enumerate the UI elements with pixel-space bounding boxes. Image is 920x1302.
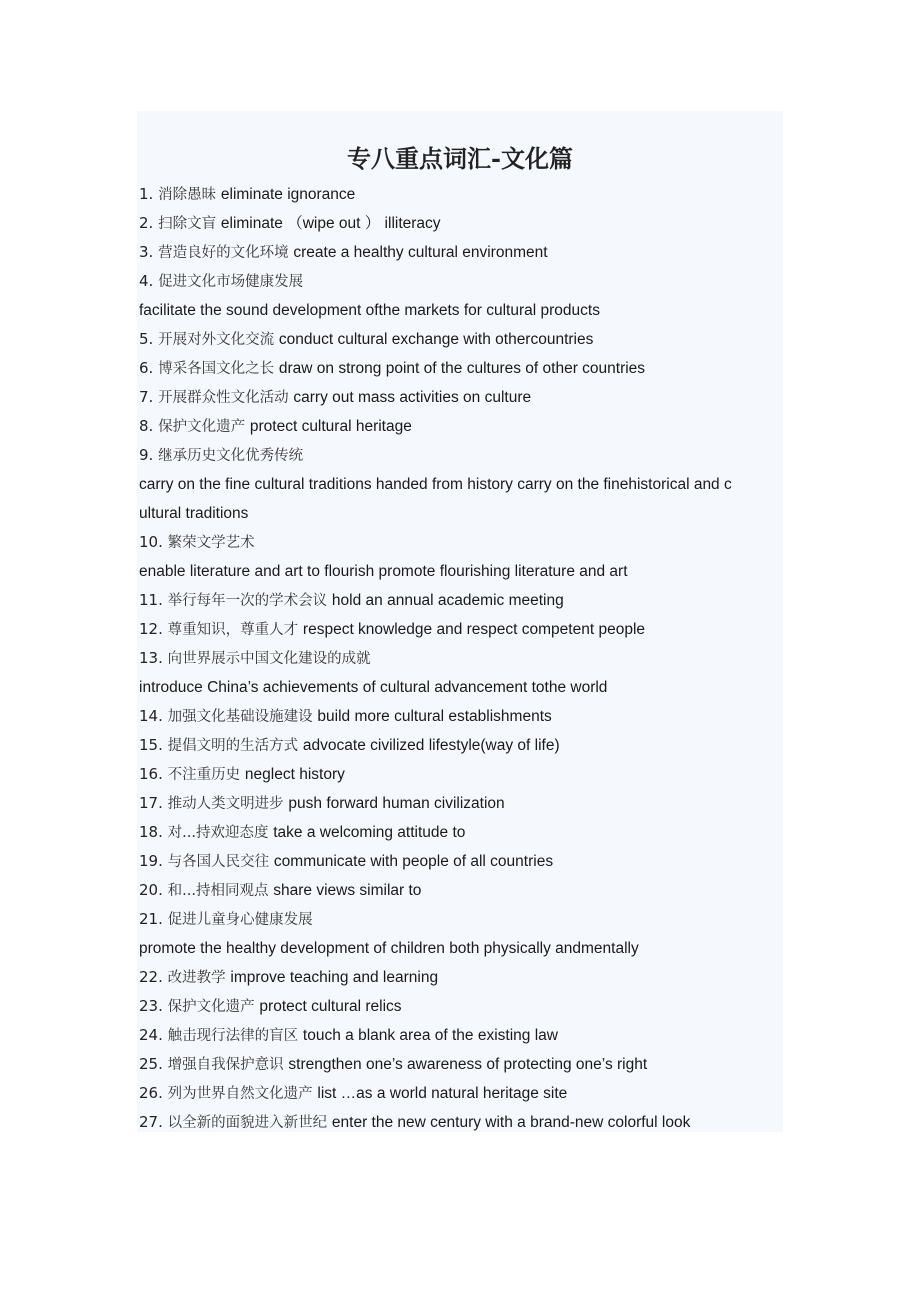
chinese-term: 促进儿童身心健康发展	[167, 912, 313, 928]
entry-number: 1.	[139, 185, 154, 203]
entry-number: 10.	[139, 533, 163, 551]
english-translation: list …as a world natural heritage site	[317, 1085, 568, 1102]
chinese-term: 消除愚昧	[158, 187, 217, 203]
chinese-term: 以全新的面貌进入新世纪	[167, 1115, 328, 1131]
entry-number: 17.	[139, 794, 163, 812]
entry-number: 21.	[139, 910, 163, 928]
english-translation: carry on the fine cultural traditions handed from history carry on the finehistorical and c	[139, 476, 732, 493]
chinese-term: 保护文化遗产	[158, 419, 246, 435]
vocab-translation-line	[139, 557, 779, 586]
entry-number: 23.	[139, 997, 163, 1015]
english-translation: eliminate ignorance	[220, 186, 356, 203]
vocab-entry	[139, 760, 779, 789]
vocab-translation-line	[139, 499, 779, 528]
english-translation: hold an annual academic meeting	[331, 592, 564, 609]
vocab-entry	[139, 238, 779, 267]
chinese-term: 举行每年一次的学术会议	[167, 593, 328, 609]
vocab-entry	[139, 383, 779, 412]
chinese-term: 与各国人民交往	[167, 854, 270, 870]
english-translation: build more cultural establishments	[317, 708, 552, 725]
entry-number: 7.	[139, 388, 154, 406]
chinese-term: 对...持欢迎态度	[167, 825, 269, 841]
entry-number: 14.	[139, 707, 163, 725]
page-title: 专八重点词汇-文化篇	[347, 144, 573, 173]
entry-number: 9.	[139, 446, 154, 464]
chinese-term: 博采各国文化之长	[158, 361, 275, 377]
english-translation: create a healthy cultural environment	[293, 244, 548, 261]
chinese-term: 保护文化遗产	[167, 999, 255, 1015]
vocab-entry	[139, 209, 779, 238]
vocab-entry	[139, 905, 779, 934]
vocab-entry	[139, 528, 779, 557]
chinese-term: 和...持相同观点	[167, 883, 269, 899]
vocab-entry	[139, 354, 779, 383]
chinese-term: 开展群众性文化活动	[158, 390, 289, 406]
english-translation: introduce China’s achievements of cultural advancement tothe world	[139, 679, 608, 696]
english-translation: touch a blank area of the existing law	[302, 1027, 558, 1044]
vocab-translation-line	[139, 470, 779, 499]
vocab-entry	[139, 818, 779, 847]
english-translation: protect cultural relics	[259, 998, 402, 1015]
vocab-entry	[139, 847, 779, 876]
english-translation: advocate civilized lifestyle(way of life)	[302, 737, 560, 754]
vocab-entry	[139, 586, 779, 615]
chinese-term: 扫除文盲	[158, 216, 217, 232]
vocab-entry	[139, 789, 779, 818]
vocab-entry	[139, 325, 779, 354]
entry-number: 2.	[139, 214, 154, 232]
vocab-entry	[139, 615, 779, 644]
chinese-term: 尊重知识，尊重人才	[167, 622, 299, 638]
entry-number: 12.	[139, 620, 163, 638]
vocab-translation-line	[139, 296, 779, 325]
english-translation: share views similar to	[273, 882, 422, 899]
entry-number: 5.	[139, 330, 154, 348]
chinese-term: 加强文化基础设施建设	[167, 709, 313, 725]
entry-number: 20.	[139, 881, 163, 899]
vocab-translation-line	[139, 673, 779, 702]
vocab-entry	[139, 644, 779, 673]
entry-number: 11.	[139, 591, 163, 609]
english-translation: carry out mass activities on culture	[293, 389, 532, 406]
english-translation: eliminate （wipe out ） illiteracy	[220, 215, 441, 232]
vocabulary-list	[139, 180, 779, 1137]
entry-number: 19.	[139, 852, 163, 870]
english-translation: take a welcoming attitude to	[273, 824, 466, 841]
vocab-entry	[139, 441, 779, 470]
english-translation: strengthen one’s awareness of protecting one’s right	[288, 1056, 648, 1073]
vocab-entry	[139, 267, 779, 296]
entry-number: 25.	[139, 1055, 163, 1073]
vocab-entry	[139, 1079, 779, 1108]
chinese-term: 触击现行法律的盲区	[167, 1028, 299, 1044]
vocab-entry	[139, 963, 779, 992]
entry-number: 27.	[139, 1113, 163, 1131]
vocab-translation-line	[139, 934, 779, 963]
chinese-term: 增强自我保护意识	[167, 1057, 284, 1073]
chinese-term: 开展对外文化交流	[158, 332, 275, 348]
entry-number: 26.	[139, 1084, 163, 1102]
chinese-term: 促进文化市场健康发展	[158, 274, 304, 290]
entry-number: 6.	[139, 359, 154, 377]
english-translation: protect cultural heritage	[249, 418, 412, 435]
chinese-term: 繁荣文学艺术	[167, 535, 255, 551]
vocab-entry	[139, 702, 779, 731]
english-translation: promote the healthy development of children both physically andmentally	[139, 940, 639, 957]
chinese-term: 不注重历史	[167, 767, 241, 783]
entry-number: 16.	[139, 765, 163, 783]
entry-number: 13.	[139, 649, 163, 667]
vocab-entry	[139, 180, 779, 209]
english-translation: respect knowledge and respect competent people	[302, 621, 646, 638]
chinese-term: 营造良好的文化环境	[158, 245, 289, 261]
english-translation: push forward human civilization	[288, 795, 505, 812]
entry-number: 8.	[139, 417, 154, 435]
english-translation: enable literature and art to flourish promote flourishing literature and art	[139, 563, 628, 580]
chinese-term: 列为世界自然文化遗产	[167, 1086, 313, 1102]
english-translation: communicate with people of all countries	[273, 853, 554, 870]
entry-number: 4.	[139, 272, 154, 290]
chinese-term: 继承历史文化优秀传统	[158, 448, 304, 464]
chinese-term: 提倡文明的生活方式	[167, 738, 299, 754]
english-translation: ultural traditions	[139, 505, 249, 522]
vocab-entry	[139, 1050, 779, 1079]
english-translation: neglect history	[244, 766, 345, 783]
english-translation: conduct cultural exchange with othercountries	[278, 331, 594, 348]
entry-number: 18.	[139, 823, 163, 841]
entry-number: 22.	[139, 968, 163, 986]
chinese-term: 改进教学	[167, 970, 226, 986]
chinese-term: 推动人类文明进步	[167, 796, 284, 812]
entry-number: 15.	[139, 736, 163, 754]
vocab-entry	[139, 876, 779, 905]
vocab-entry	[139, 992, 779, 1021]
english-translation: draw on strong point of the cultures of other countries	[278, 360, 646, 377]
english-translation: improve teaching and learning	[230, 969, 439, 986]
vocab-entry	[139, 1021, 779, 1050]
vocab-entry	[139, 412, 779, 441]
english-translation: facilitate the sound development ofthe markets for cultural products	[139, 302, 600, 319]
english-translation: enter the new century with a brand-new colorful look	[331, 1114, 691, 1131]
entry-number: 24.	[139, 1026, 163, 1044]
vocab-entry	[139, 1108, 779, 1137]
vocab-entry	[139, 731, 779, 760]
entry-number: 3.	[139, 243, 154, 261]
chinese-term: 向世界展示中国文化建设的成就	[167, 651, 371, 667]
